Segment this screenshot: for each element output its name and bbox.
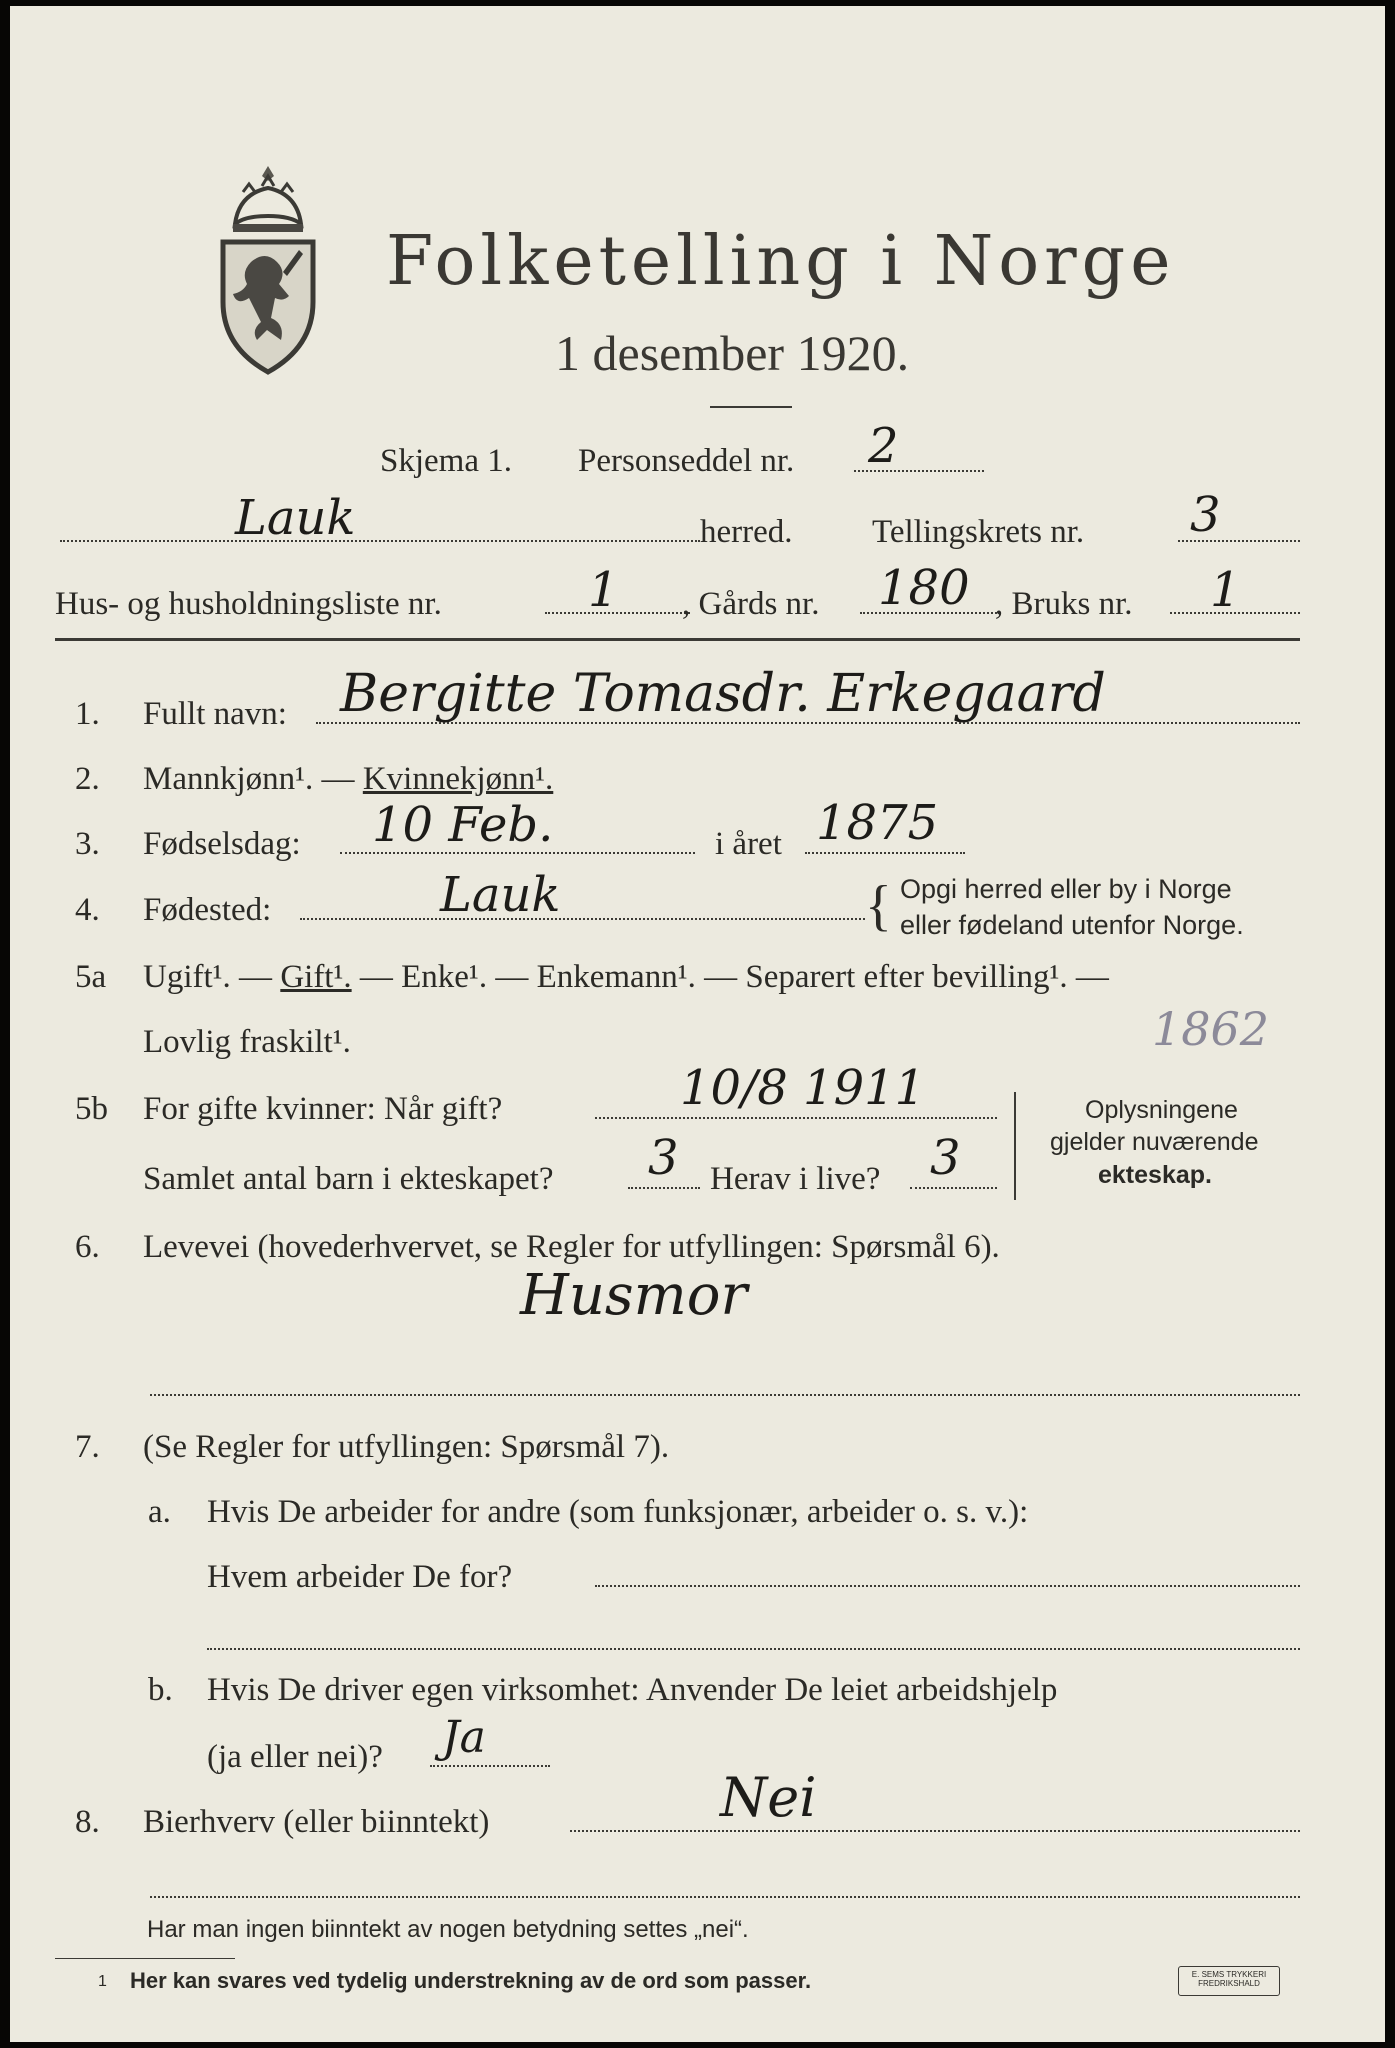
herred-value: Lauk [235, 490, 356, 546]
q5b-note-line3: ekteskap. [1098, 1161, 1212, 1189]
q8-value: Nei [720, 1766, 817, 1829]
gards-label: , Gårds nr. [682, 586, 820, 622]
tellingskrets-label: Tellingskrets nr. [872, 514, 1085, 550]
footnote-text: Her kan svares ved tydelig understrekning av de ord som passer. [130, 1968, 812, 1993]
q7a-employer-line [595, 1585, 1300, 1587]
q5a-line2: Lovlig fraskilt¹. [143, 1024, 351, 1060]
form-date: 1 desember 1920. [555, 325, 910, 381]
schema-label: Skjema 1. [380, 443, 512, 479]
q8-number: 8. [75, 1804, 100, 1840]
q2-kvinnekjonn-underlined: Kvinnekjønn¹. [362, 761, 554, 797]
printer-stamp-line1: E. SEMS TRYKKERI [1191, 1970, 1267, 1979]
q3-year-line [805, 852, 965, 854]
q7a-letter: a. [148, 1494, 171, 1530]
q4-line [300, 918, 865, 920]
q5a-other-options: — Enke¹. — Enkemann¹. — Separert efter bevilling¹. — [351, 959, 1109, 995]
census-form-sheet [10, 6, 1385, 2042]
q4-birthplace-value: Lauk [440, 867, 561, 923]
q8-line [570, 1830, 1300, 1832]
q1-full-name-value: Bergitte Tomasdr. Erkegaard [340, 664, 1106, 724]
herred-label: herred. [700, 514, 793, 550]
title-divider [710, 406, 792, 408]
q6-label: Levevei (hovederhvervet, se Regler for utfyllingen: Spørsmål 6). [143, 1229, 1000, 1265]
gards-value: 180 [878, 560, 970, 616]
footnote-mark: 1 [98, 1973, 107, 1990]
q5a-ugift: Ugift¹. — [143, 959, 281, 995]
q5a-number: 5a [75, 959, 107, 995]
q5b-children-value: 3 [648, 1130, 679, 1186]
q7-number: 7. [75, 1429, 100, 1465]
q1-label: Fullt navn: [143, 696, 287, 732]
q5b-note-bracket [1014, 1092, 1022, 1200]
q2-number: 2. [75, 761, 100, 797]
q8-extra-line [150, 1896, 1300, 1898]
hus-label: Hus- og husholdningsliste nr. [55, 586, 442, 622]
q5b-married-value: 10/8 1911 [680, 1060, 926, 1116]
q5b-note-line1: Oplysningene [1085, 1096, 1238, 1124]
norway-coat-of-arms-icon [213, 162, 323, 377]
personseddel-label: Personseddel nr. [578, 443, 795, 479]
q7b-value: Ja [442, 1712, 486, 1763]
q7a-line1: Hvis De arbeider for andre (som funksjonær, arbeider o. s. v.): [207, 1494, 1029, 1530]
bruks-label: , Bruks nr. [995, 586, 1133, 622]
printer-stamp-line2: FREDRIKSHALD [1198, 1978, 1260, 1988]
q4-label: Fødested: [143, 892, 272, 928]
q2-mannkjonn: Mannkjønn¹. — [143, 761, 363, 797]
printer-stamp [1178, 1966, 1280, 1996]
q7-label: (Se Regler for utfyllingen: Spørsmål 7). [143, 1429, 670, 1465]
q3-label: Fødselsdag: [143, 826, 301, 862]
q7a-extra-line [207, 1648, 1300, 1650]
bruks-value: 1 [1210, 562, 1241, 618]
tellingskrets-value: 3 [1190, 487, 1221, 543]
q5b-note-line2: gjelder nuværende [1050, 1128, 1259, 1156]
q7b-line2: (ja eller nei)? [207, 1739, 383, 1775]
q4-note-brace: { [865, 875, 892, 937]
q6-number: 6. [75, 1229, 100, 1265]
personseddel-value: 2 [868, 418, 899, 474]
q3-birthday-value: 10 Feb. [372, 797, 554, 853]
q6-line [150, 1394, 1300, 1396]
q5b-children-label: Samlet antal barn i ekteskapet? [143, 1161, 554, 1197]
q5b-alive-value: 3 [930, 1130, 961, 1186]
q5b-label: For gifte kvinner: Når gift? [143, 1091, 503, 1127]
q3-number: 3. [75, 826, 100, 862]
q7b-line [430, 1765, 550, 1767]
footer-note: Har man ingen biinntekt av nogen betydning settes „nei“. [147, 1916, 749, 1943]
q4-number: 4. [75, 892, 100, 928]
q3-year-label: i året [715, 826, 782, 862]
q2-label [143, 763, 553, 796]
q5b-married-line [595, 1117, 997, 1119]
form-title: Folketelling i Norge [386, 222, 1176, 301]
q5a-margin-note: 1862 [1152, 1002, 1270, 1056]
header-divider [55, 638, 1300, 641]
q8-label: Bierhverv (eller biinntekt) [143, 1804, 490, 1840]
q7a-line2: Hvem arbeider De for? [207, 1559, 513, 1595]
q6-occupation-value: Husmor [520, 1263, 748, 1328]
q5a-gift-underlined: Gift¹. [280, 959, 352, 995]
q5b-alive-line [910, 1187, 997, 1189]
q7b-letter: b. [148, 1672, 173, 1708]
q3-year-value: 1875 [816, 795, 939, 851]
q4-note-line2: eller fødeland utenfor Norge. [900, 910, 1244, 940]
q5a-options [143, 961, 1109, 994]
q7b-line1: Hvis De driver egen virksomhet: Anvender De leiet arbeidshjelp [207, 1672, 1058, 1708]
hus-value: 1 [588, 562, 619, 618]
q4-note-line1: Opgi herred eller by i Norge [900, 874, 1232, 904]
q5b-children-line [628, 1187, 700, 1189]
herred-line [60, 540, 700, 542]
q5b-number: 5b [75, 1091, 108, 1127]
q1-number: 1. [75, 696, 100, 732]
footnote-divider [55, 1958, 235, 1959]
q5b-alive-label: Herav i live? [710, 1161, 881, 1197]
